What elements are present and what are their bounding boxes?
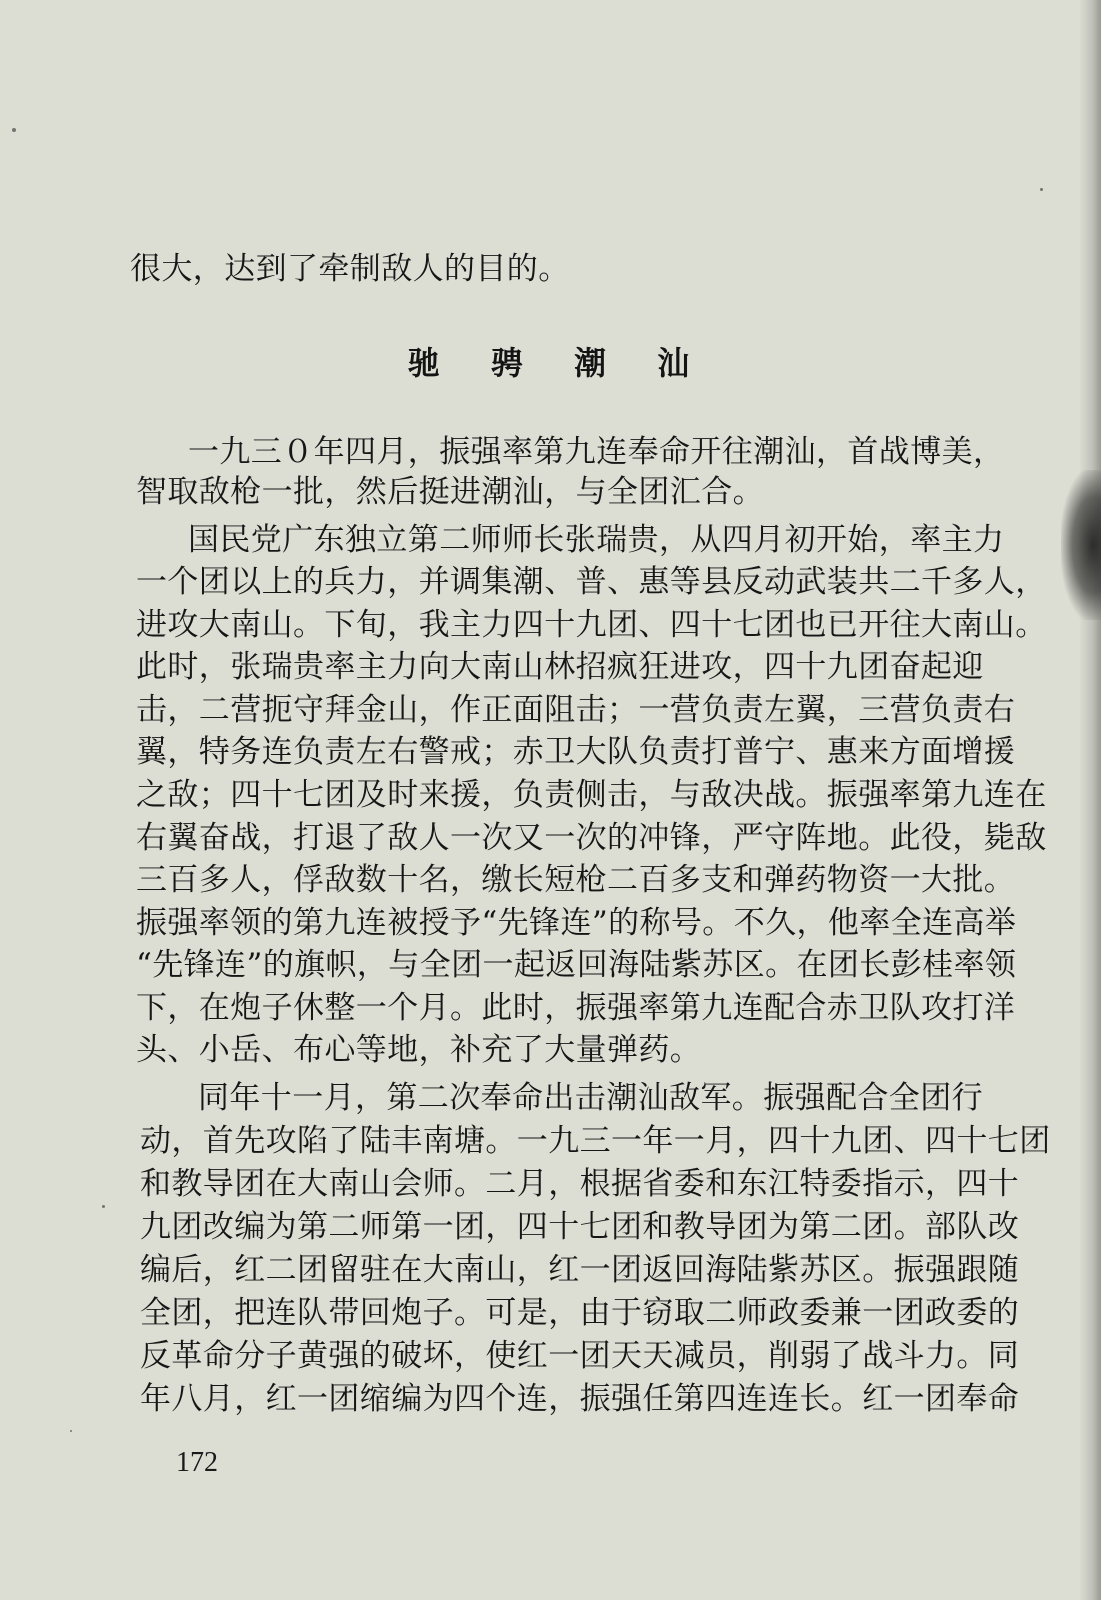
text-line: 编后，红二团留驻在大南山，红一团返回海陆紫苏区。振强跟随 (140, 1252, 1020, 1288)
text-line: 之敌；四十七团及时来援，负责侧击，与敌决战。振强率第九连在 (136, 777, 1047, 813)
text-line: 和教导团在大南山会师。二月，根据省委和东江特委指示，四十 (140, 1166, 1020, 1202)
text-line: 击，二营扼守拜金山，作正面阻击；一营负责左翼，三营负责右 (136, 692, 1016, 728)
text-line: 此时，张瑞贵率主力向大南山林招疯狂进攻，四十九团奋起迎 (136, 649, 984, 685)
text-line: 进攻大南山。下旬，我主力四十九团、四十七团也已开往大南山。 (136, 607, 1047, 643)
text-line: 年八月，红一团缩编为四个连，振强任第四连连长。红一团奉命 (140, 1381, 1020, 1417)
text-line: 一九三０年四月，振强率第九连奉命开往潮汕，首战博美， (188, 434, 1005, 470)
text-line: 一个团以上的兵力，并调集潮、普、惠等县反动武装共二千多人， (136, 564, 1047, 600)
text-line: 头、小岳、布心等地，补充了大量弹药。 (136, 1032, 702, 1068)
text-line: 九团改编为第二师第一团，四十七团和教导团为第二团。部队改 (140, 1209, 1020, 1245)
text-line: 振强率领的第九连被授予“先锋连”的称号。不久，他率全连高举 (136, 905, 1017, 941)
text-line: 国民党广东独立第二师师长张瑞贵，从四月初开始，率主力 (188, 522, 1005, 558)
text-line: “先锋连”的旗帜，与全团一起返回海陆紫苏区。在团长彭桂率领 (136, 947, 1017, 983)
text-line: 三百多人，俘敌数十名，缴长短枪二百多支和弹药物资一大批。 (136, 862, 1016, 898)
text-line: 同年十一月，第二次奉命出击潮汕敌军。振强配合全团行 (198, 1080, 983, 1116)
text-line: 翼，特务连负责左右警戒；赤卫大队负责打普宁、惠来方面增援 (136, 734, 1016, 770)
section-title: 驰 骋 潮 汕 (407, 344, 710, 382)
text-line: 很大，达到了牵制敌人的目的。 (130, 251, 570, 287)
text-line: 右翼奋战，打退了敌人一次又一次的冲锋，严守阵地。此役，毙敌 (136, 820, 1047, 856)
text-line: 智取敌枪一批，然后挺进潮汕，与全团汇合。 (136, 474, 764, 510)
text-line: 全团，把连队带回炮子。可是，由于窃取二师政委兼一团政委的 (140, 1295, 1020, 1331)
text-line: 反革命分子黄强的破坏，使红一团天天减员，削弱了战斗力。同 (140, 1338, 1020, 1374)
page-number: 172 (176, 1447, 218, 1478)
text-line: 下，在炮子休整一个月。此时，振强率第九连配合赤卫队攻打洋 (136, 990, 1016, 1026)
text-line: 动，首先攻陷了陆丰南塘。一九三一年一月，四十九团、四十七团 (140, 1123, 1051, 1159)
